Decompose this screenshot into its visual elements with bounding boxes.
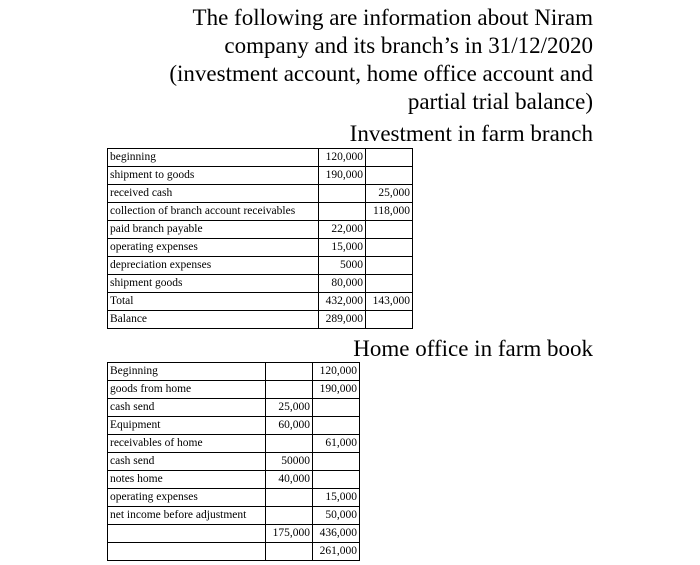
home-office-account-title: Home office in farm book xyxy=(353,336,593,361)
heading-line-4: partial trial balance) xyxy=(407,89,593,114)
debit-cell: 175,000 xyxy=(266,525,313,543)
row-label: Total xyxy=(108,293,319,311)
table-row xyxy=(108,543,360,561)
debit-cell: 80,000 xyxy=(319,275,366,293)
row-label: operating expenses xyxy=(108,489,266,507)
investment-account-table xyxy=(107,148,413,329)
debit-cell xyxy=(266,543,313,561)
debit-cell: 432,000 xyxy=(319,293,366,311)
debit-cell: 60,000 xyxy=(266,417,313,435)
debit-cell xyxy=(266,507,313,525)
credit-cell: 25,000 xyxy=(366,185,413,203)
credit-cell: 261,000 xyxy=(313,543,360,561)
table-row xyxy=(108,239,413,257)
problem-heading xyxy=(113,4,593,116)
table-row xyxy=(108,399,360,417)
row-label: cash send xyxy=(108,453,266,471)
table-row xyxy=(108,417,360,435)
row-label: goods from home xyxy=(108,381,266,399)
row-label xyxy=(108,543,266,561)
row-label: paid branch payable xyxy=(108,221,319,239)
credit-cell xyxy=(313,471,360,489)
heading-line-3: (investment account, home office account and xyxy=(169,61,593,86)
table-row xyxy=(108,453,360,471)
heading-line-2: company and its branch’s in 31/12/2020 xyxy=(224,33,593,58)
table-row xyxy=(108,525,360,543)
debit-cell: 50000 xyxy=(266,453,313,471)
debit-cell: 5000 xyxy=(319,257,366,275)
debit-cell: 289,000 xyxy=(319,311,366,329)
credit-cell: 50,000 xyxy=(313,507,360,525)
table-row xyxy=(108,293,413,311)
credit-cell xyxy=(366,311,413,329)
investment-account-title: Investment in farm branch xyxy=(349,121,593,146)
row-label: cash send xyxy=(108,399,266,417)
debit-cell xyxy=(266,435,313,453)
credit-cell xyxy=(366,167,413,185)
table-row xyxy=(108,435,360,453)
credit-cell xyxy=(313,399,360,417)
row-label: received cash xyxy=(108,185,319,203)
table-row xyxy=(108,167,413,185)
table-row xyxy=(108,489,360,507)
table-row xyxy=(108,203,413,221)
row-label: receivables of home xyxy=(108,435,266,453)
credit-cell xyxy=(313,453,360,471)
row-label: collection of branch account receivables xyxy=(108,203,319,221)
debit-cell xyxy=(266,381,313,399)
table-row xyxy=(108,507,360,525)
row-label: operating expenses xyxy=(108,239,319,257)
credit-cell: 15,000 xyxy=(313,489,360,507)
row-label: net income before adjustment xyxy=(108,507,266,525)
debit-cell: 190,000 xyxy=(319,167,366,185)
credit-cell: 118,000 xyxy=(366,203,413,221)
debit-cell: 40,000 xyxy=(266,471,313,489)
debit-cell xyxy=(319,185,366,203)
table-row xyxy=(108,257,413,275)
credit-cell xyxy=(313,417,360,435)
credit-cell: 190,000 xyxy=(313,381,360,399)
heading-line-1: The following are information about Niram xyxy=(192,5,593,30)
debit-cell xyxy=(319,203,366,221)
table-row xyxy=(108,275,413,293)
debit-cell: 120,000 xyxy=(319,149,366,167)
credit-cell: 436,000 xyxy=(313,525,360,543)
table-row xyxy=(108,471,360,489)
row-label: beginning xyxy=(108,149,319,167)
credit-cell: 61,000 xyxy=(313,435,360,453)
credit-cell xyxy=(366,275,413,293)
table-row xyxy=(108,363,360,381)
table-row xyxy=(108,311,413,329)
credit-cell xyxy=(366,257,413,275)
table-row xyxy=(108,221,413,239)
row-label: notes home xyxy=(108,471,266,489)
debit-cell: 15,000 xyxy=(319,239,366,257)
debit-cell xyxy=(266,363,313,381)
debit-cell xyxy=(266,489,313,507)
debit-cell: 25,000 xyxy=(266,399,313,417)
credit-cell: 120,000 xyxy=(313,363,360,381)
home-office-account-table xyxy=(107,362,360,561)
credit-cell: 143,000 xyxy=(366,293,413,311)
row-label: Beginning xyxy=(108,363,266,381)
table-row xyxy=(108,149,413,167)
row-label: Equipment xyxy=(108,417,266,435)
row-label: shipment goods xyxy=(108,275,319,293)
debit-cell: 22,000 xyxy=(319,221,366,239)
credit-cell xyxy=(366,149,413,167)
table-row xyxy=(108,381,360,399)
row-label: shipment to goods xyxy=(108,167,319,185)
credit-cell xyxy=(366,221,413,239)
table-row xyxy=(108,185,413,203)
row-label: depreciation expenses xyxy=(108,257,319,275)
row-label: Balance xyxy=(108,311,319,329)
row-label xyxy=(108,525,266,543)
credit-cell xyxy=(366,239,413,257)
